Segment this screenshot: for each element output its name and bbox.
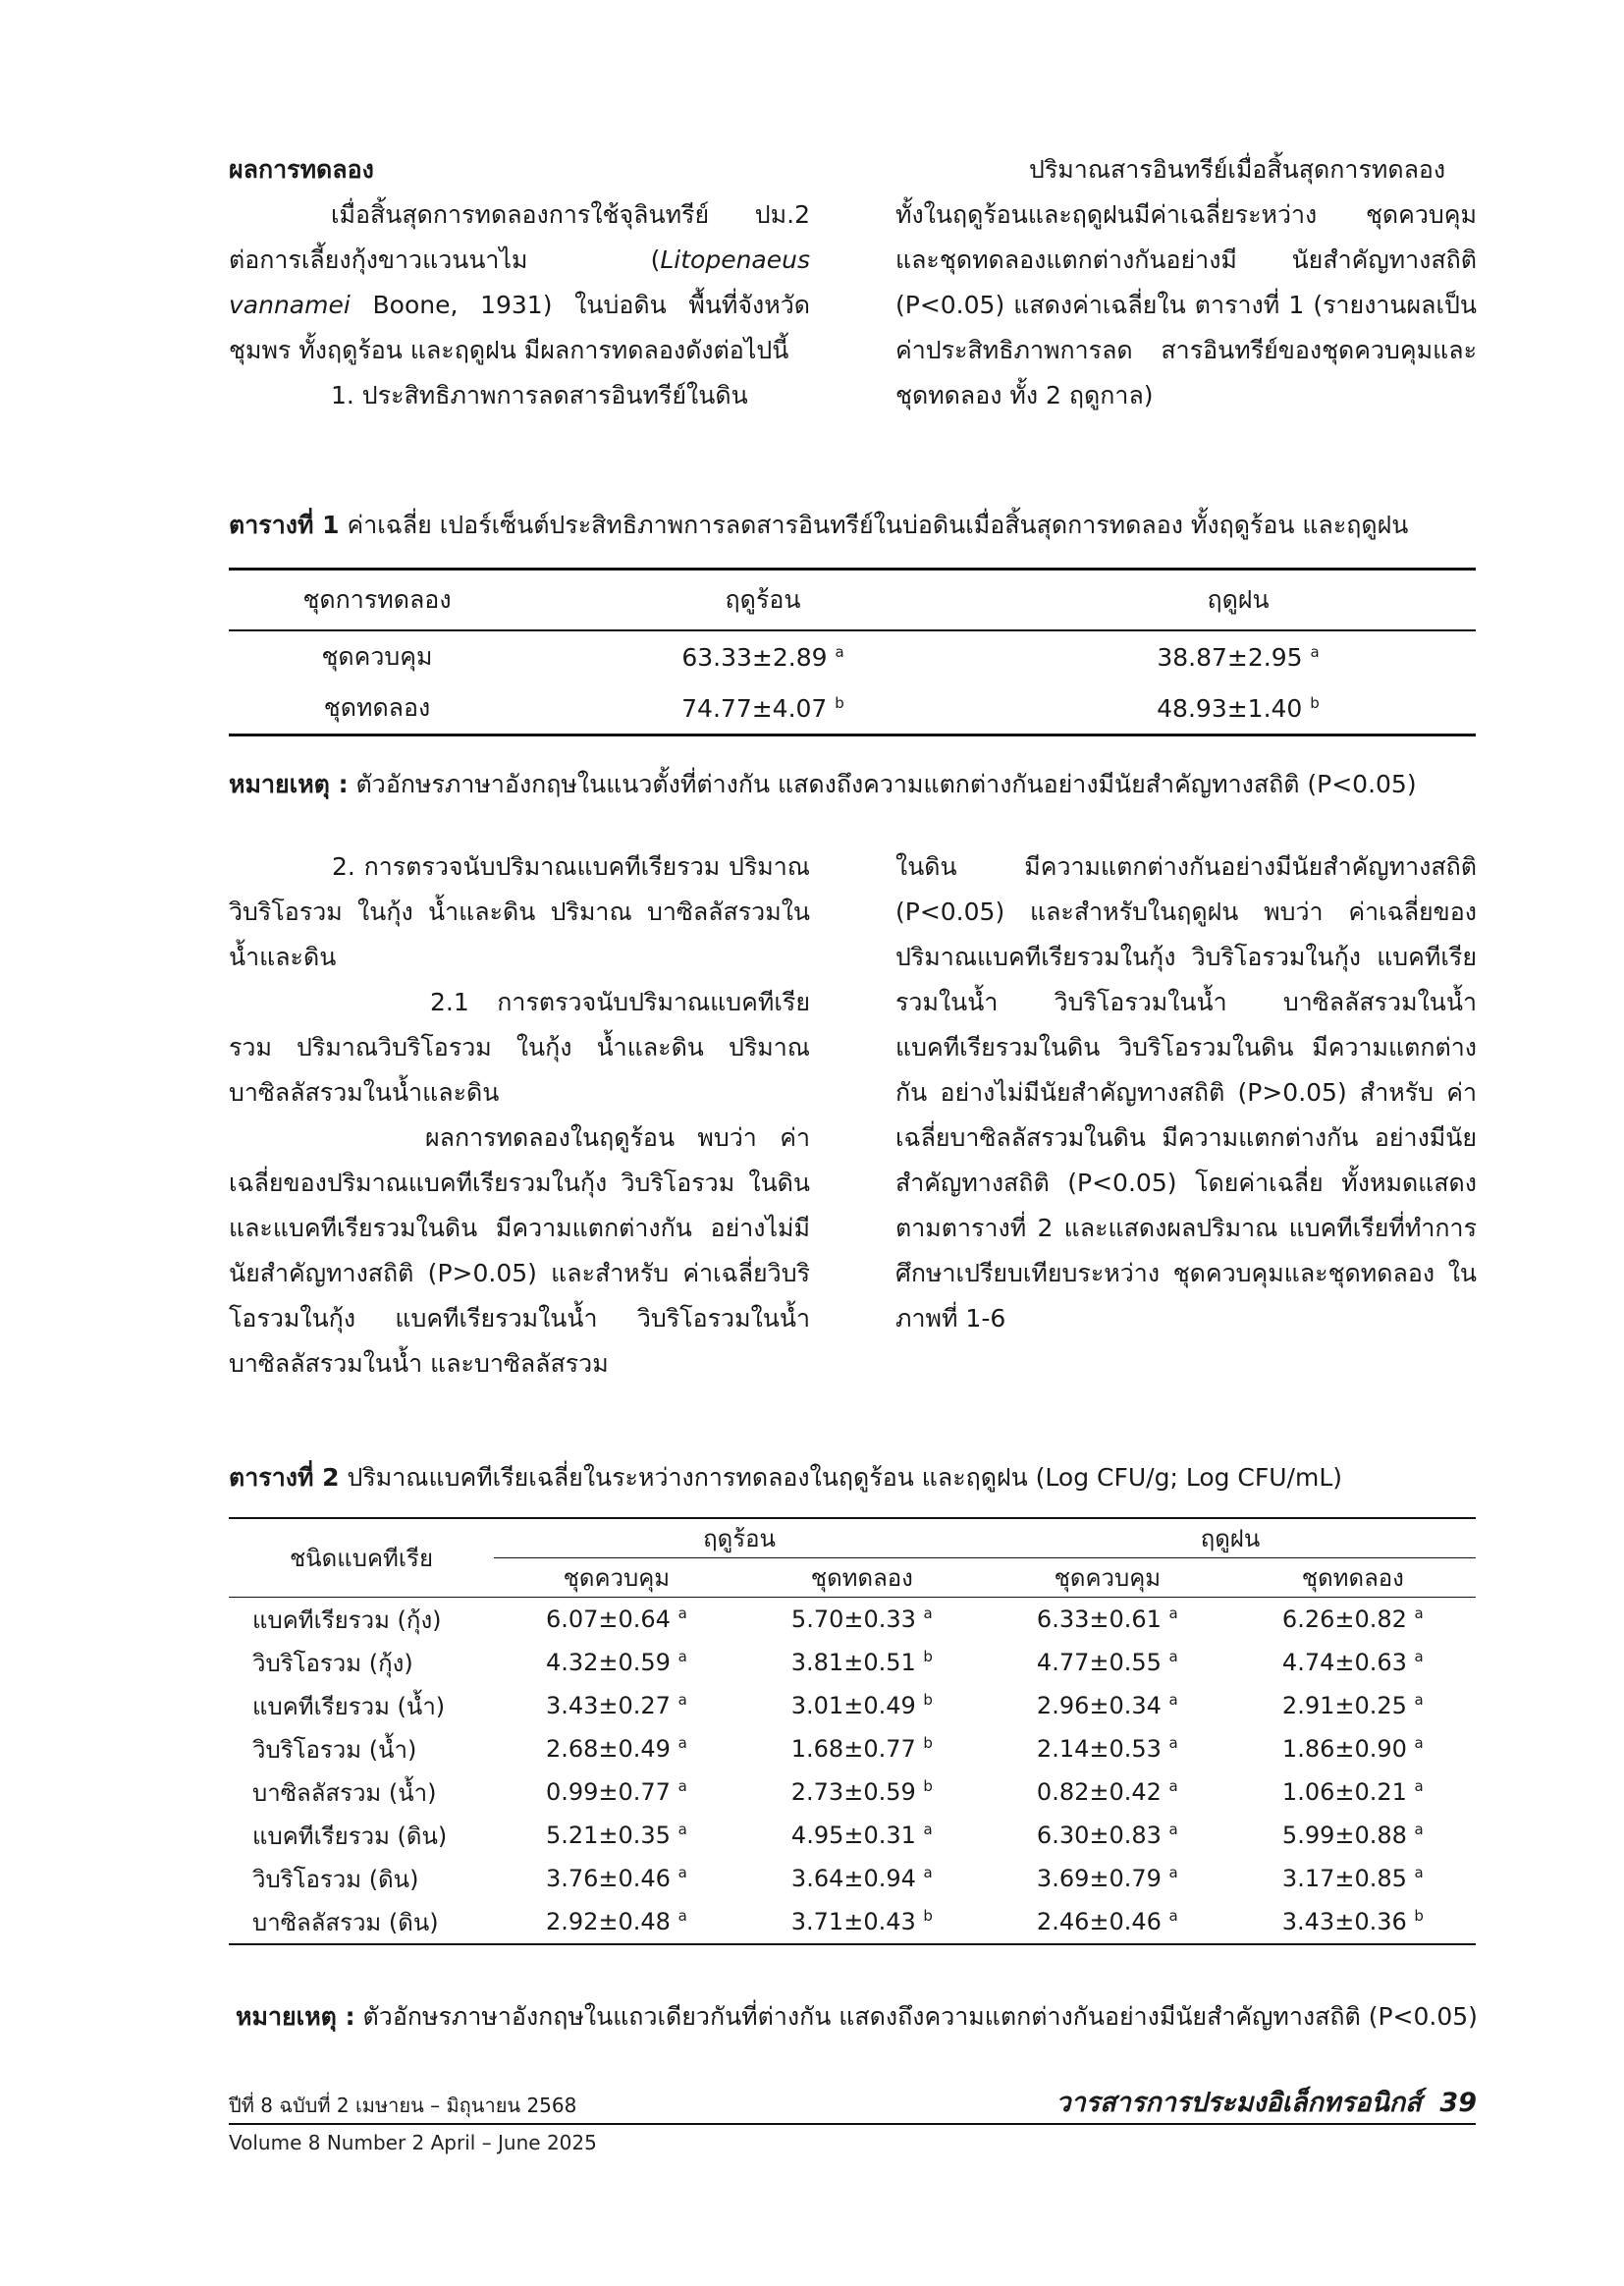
species-name: Litopenaeus vannamei [229, 245, 810, 319]
rainy-results-paragraph: ในดิน มีความแตกต่างกันอย่างมีนัยสำคัญทางสถิติ (P<0.05) และสำหรับในฤดูฝน พบว่า ค่าเฉลี่ยของ ปริมาณแบคทีเรียรวมในกุ้ง วิบริโอรวมในกุ้ง แบคทีเรียรวมในน้ำ วิบริโอรวมในน้ำ บาซิลลัสรวมในน้ำ แบคทีเรียรวมในดิน วิบริโอรวมในดิน มีความแตกต่างกัน อย่างไม่มีนัยสำคัญทางสถิติ (P>0.05) สำหรับ ค่าเฉลี่ยบาซิลลัสรวมในดิน มีความแตกต่างกัน อย่างมีนัยสำคัญทางสถิติ (P<0.05) โดยค่าเฉลี่ย ทั้งหมดแสดงตามตารางที่ 2 และแสดงผลปริมาณ แบคทีเรียที่ทำการศึกษาเปรียบเทียบระหว่าง ชุดควบคุมและชุดทดลอง ในภาพที่ 1-6 [895, 852, 1477, 1333]
table1-note [229, 768, 1417, 801]
intro-text-b: Boone, 1931) ในบ่อดิน พื้นที่จังหวัดชุมพร ทั้งฤดูร้อน และฤดูฝน มีผลการทดลองดังต่อไปนี้ [229, 291, 810, 364]
table2-cell-value: 5.99±0.88 $^a$ [1281, 1821, 1424, 1849]
table1-header-rainy: ฤดูฝน [1207, 585, 1270, 614]
table-row [229, 630, 1476, 682]
table2-cell-value: 3.01±0.49 $^b$ [790, 1691, 933, 1719]
results-intro-paragraph [229, 192, 810, 373]
table2-cell-value: 0.99±0.77 $^a$ [545, 1777, 687, 1806]
table2-cell-value: 3.81±0.51 $^b$ [790, 1648, 933, 1676]
table2-cell-value: 6.07±0.64 $^a$ [545, 1605, 687, 1633]
footer-rule [229, 2123, 1476, 2125]
table-2 [229, 1517, 1476, 1945]
table2-cell-value: 1.06±0.21 $^a$ [1281, 1777, 1424, 1806]
table2-cell-value: 3.71±0.43 $^b$ [790, 1907, 933, 1935]
left-column-lower [229, 844, 810, 1387]
table2-cell-value: 3.64±0.94 $^a$ [790, 1864, 933, 1892]
table2-cell-value: 4.77±0.55 $^a$ [1036, 1648, 1178, 1676]
table2-season-row [229, 1518, 1476, 1558]
table2-cell-value: 3.43±0.36 $^b$ [1281, 1907, 1424, 1935]
table-row [229, 682, 1476, 735]
right-column-lower [895, 844, 1477, 1341]
table2-note-label: หมายเหตุ : [236, 2002, 355, 2031]
table2-cell-value: 1.86±0.90 $^a$ [1281, 1734, 1424, 1763]
subsection-2-1-paragraph: 2.1 การตรวจนับปริมาณแบคทีเรียรวม ปริมาณวิบริโอรวม ในกุ้ง น้ำและดิน ปริมาณ บาซิลลัสรวมในน้ำและดิน [229, 988, 810, 1107]
footer-issue-th: ปีที่ 8 ฉบับที่ 2 เมษายน – มิถุนายน 2568 [229, 2094, 577, 2117]
table2-cell-value: 6.26±0.82 $^a$ [1281, 1605, 1424, 1633]
table1-header-group: ชุดการทดลอง [302, 585, 452, 614]
table-row [229, 1900, 1476, 1944]
table-1 [229, 568, 1476, 736]
table2-cell-value: 3.76±0.46 $^a$ [545, 1864, 687, 1892]
table1-cell-name: ชุดควบคุม [321, 642, 433, 671]
table2-cell-value: 5.70±0.33 $^a$ [790, 1605, 933, 1633]
table2-cell-value: 5.21±0.35 $^a$ [545, 1821, 687, 1849]
table-row [229, 1857, 1476, 1900]
footer-journal [1056, 2086, 1477, 2121]
table2-cell-value: 6.30±0.83 $^a$ [1036, 1821, 1178, 1849]
table2-cell-value: 4.32±0.59 $^a$ [545, 1648, 687, 1676]
table1-cell-summer: 74.77±4.07 $^b$ [681, 693, 844, 723]
table1-caption [229, 509, 1408, 542]
table2-cell-name: วิบริโอรวม (น้ำ) [252, 1735, 417, 1764]
subsection-2-paragraph: 2. การตรวจนับปริมาณแบคทีเรียรวม ปริมาณวิบริโอรวม ในกุ้ง น้ำและดิน ปริมาณ บาซิลลัสรวมในน้ำและดิน [229, 852, 810, 971]
intro-text-a: เมื่อสิ้นสุดการทดลองการใช้จุลินทรีย์ ปม.2 ต่อการเลี้ยงกุ้งขาวแวนนาไม ( [229, 200, 810, 274]
table2-cell-value: 3.17±0.85 $^a$ [1281, 1864, 1424, 1892]
table-row [229, 1598, 1476, 1642]
footer-issue-en: Volume 8 Number 2 April – June 2025 [229, 2131, 597, 2154]
table1-header-summer: ฤดูร้อน [725, 585, 801, 614]
table2-cell-name: แบคทีเรียรวม (ดิน) [252, 1822, 448, 1850]
table2-cell-value: 2.92±0.48 $^a$ [545, 1907, 687, 1935]
table2-note [236, 2000, 1478, 2034]
table2-header-type: ชนิดแบคทีเรีย [289, 1545, 433, 1572]
left-column-upper [229, 147, 810, 418]
table2-caption [229, 1461, 1342, 1495]
table-row [229, 1814, 1476, 1857]
table2-cell-value: 3.69±0.79 $^a$ [1036, 1864, 1178, 1892]
table2-cell-value: 2.46±0.46 $^a$ [1036, 1907, 1178, 1935]
table1-note-text: ตัวอักษรภาษาอังกฤษในแนวตั้งที่ต่างกัน แสดงถึงความแตกต่างกันอย่างมีนัยสำคัญทางสถิติ (P<0.05) [348, 770, 1417, 798]
table1-caption-text: ค่าเฉลี่ย เปอร์เซ็นต์ประสิทธิภาพการลดสารอินทรีย์ในบ่อดินเมื่อสิ้นสุดการทดลอง ทั้งฤดูร้อน และฤดูฝน [339, 511, 1409, 539]
table2-sub-summer-treatment: ชุดทดลอง [810, 1564, 913, 1592]
table-row [229, 1641, 1476, 1684]
table2-sub-rainy-treatment: ชุดทดลอง [1301, 1564, 1404, 1592]
page-number: 39 [1439, 2088, 1477, 2118]
table2-cell-value: 0.82±0.42 $^a$ [1036, 1777, 1178, 1806]
table1-cell-rainy: 38.87±2.95 $^a$ [1157, 642, 1320, 672]
journal-name: วารสารการประมงอิเล็กทรอนิกส์ [1056, 2088, 1422, 2118]
organic-matter-paragraph: ปริมาณสารอินทรีย์เมื่อสิ้นสุดการทดลอง ทั้งในฤดูร้อนและฤดูฝนมีค่าเฉลี่ยระหว่าง ชุดควบคุมและชุดทดลองแตกต่างกันอย่างมี นัยสำคัญทางสถิติ (P<0.05) แสดงค่าเฉลี่ยใน ตารางที่ 1 (รายงานผลเป็นค่าประสิทธิภาพการลด สารอินทรีย์ของชุดควบคุมและชุดทดลอง ทั้ง 2 ฤดูกาล) [895, 155, 1477, 409]
table2-cell-name: แบคทีเรียรวม (น้ำ) [252, 1692, 446, 1720]
table2-header-rainy: ฤดูฝน [985, 1518, 1476, 1558]
table2-cell-value: 1.68±0.77 $^b$ [790, 1734, 933, 1763]
table2-cell-value: 2.73±0.59 $^b$ [790, 1777, 933, 1806]
table1-cell-name: ชุดทดลอง [323, 693, 431, 722]
table-row [229, 1770, 1476, 1814]
table1-header-row [229, 570, 1476, 631]
table2-cell-value: 2.91±0.25 $^a$ [1281, 1691, 1424, 1719]
summer-results-paragraph: ผลการทดลองในฤดูร้อน พบว่า ค่าเฉลี่ยของปริมาณแบคทีเรียรวมในกุ้ง วิบริโอรวม ในดินและแบคทีเรียรวมในดิน มีความแตกต่างกัน อย่างไม่มีนัยสำคัญทางสถิติ (P>0.05) และสำหรับ ค่าเฉลี่ยวิบริโอรวมในกุ้ง แบคทีเรียรวมในน้ำ วิบริโอรวมในน้ำ บาซิลลัสรวมในน้ำ และบาซิลลัสรวม [229, 1123, 810, 1378]
table2-cell-value: 3.43±0.27 $^a$ [545, 1691, 687, 1719]
table1-note-label: หมายเหตุ : [229, 770, 349, 798]
table2-caption-text: ปริมาณแบคทีเรียเฉลี่ยในระหว่างการทดลองในฤดูร้อน และฤดูฝน (Log CFU/g; Log CFU/mL) [339, 1463, 1343, 1492]
table2-caption-label: ตารางที่ 2 [229, 1463, 340, 1492]
table2-cell-name: บาซิลลัสรวม (ดิน) [252, 1908, 439, 1936]
right-column-upper [895, 147, 1477, 418]
table2-cell-name: วิบริโอรวม (กุ้ง) [252, 1649, 413, 1677]
table2-sub-summer-control: ชุดควบคุม [563, 1564, 671, 1592]
table2-cell-value: 4.74±0.63 $^a$ [1281, 1648, 1424, 1676]
table2-note-text: ตัวอักษรภาษาอังกฤษในแถวเดียวกันที่ต่างกัน แสดงถึงความแตกต่างกันอย่างมีนัยสำคัญทางสถิติ (P<0.05) [354, 2002, 1478, 2031]
table2-cell-value: 2.68±0.49 $^a$ [545, 1734, 687, 1763]
table2-header-summer: ฤดูร้อน [494, 1518, 985, 1558]
table2-cell-name: แบคทีเรียรวม (กุ้ง) [252, 1606, 442, 1634]
table-row [229, 1727, 1476, 1770]
table2-cell-name: บาซิลลัสรวม (น้ำ) [252, 1778, 437, 1807]
table2-cell-value: 6.33±0.61 $^a$ [1036, 1605, 1178, 1633]
table2-cell-name: วิบริโอรวม (ดิน) [252, 1865, 419, 1893]
section-heading: ผลการทดลอง [229, 155, 374, 184]
table1-cell-rainy: 48.93±1.40 $^b$ [1157, 693, 1320, 723]
table2-cell-value: 4.95±0.31 $^a$ [790, 1821, 933, 1849]
table-row [229, 1684, 1476, 1727]
subsection-1-title: 1. ประสิทธิภาพการลดสารอินทรีย์ในดิน [331, 381, 748, 409]
table2-sub-rainy-control: ชุดควบคุม [1054, 1564, 1162, 1592]
table2-cell-value: 2.96±0.34 $^a$ [1036, 1691, 1178, 1719]
table1-caption-label: ตารางที่ 1 [229, 511, 340, 539]
table1-cell-summer: 63.33±2.89 $^a$ [681, 642, 844, 672]
table2-cell-value: 2.14±0.53 $^a$ [1036, 1734, 1178, 1763]
